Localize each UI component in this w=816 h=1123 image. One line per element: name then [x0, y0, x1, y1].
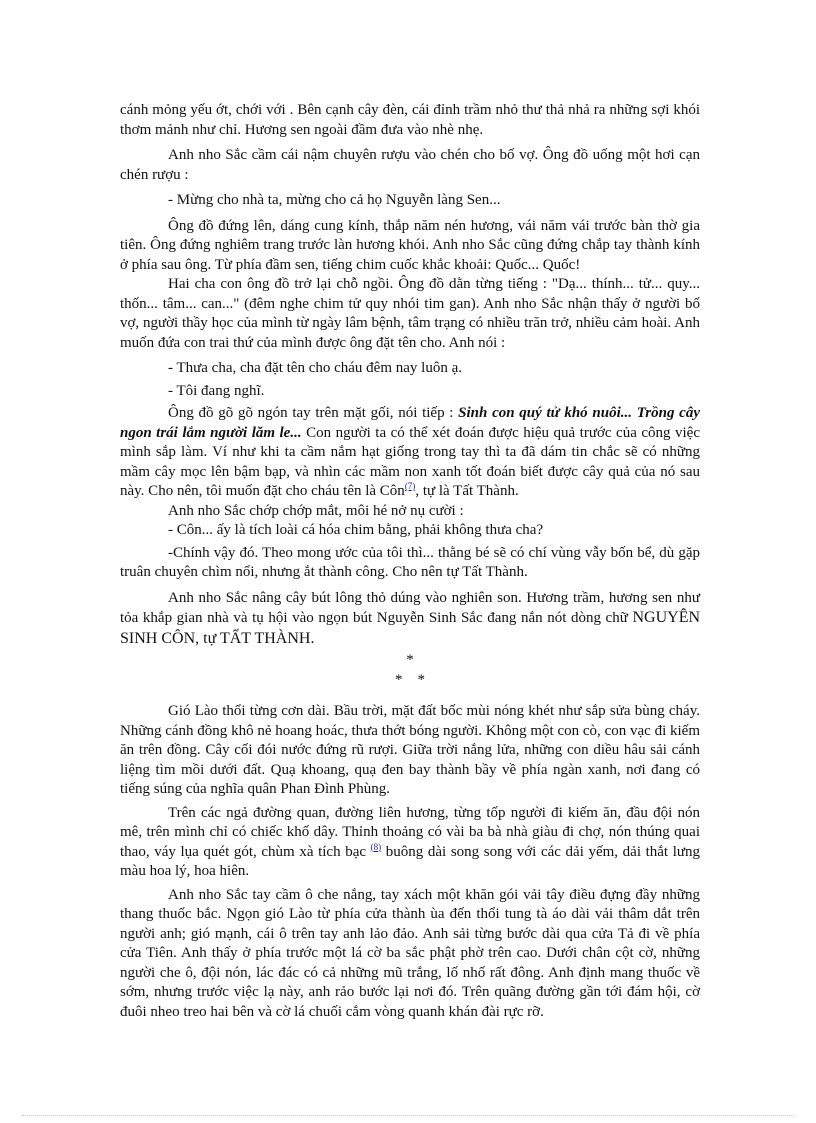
paragraph: Anh nho Sắc chớp chớp mắt, môi hé nở nụ cười : — [168, 502, 464, 519]
page-bottom-border — [22, 1115, 794, 1116]
text-run: Anh nho Sắc nâng cây bút lông thỏ dúng vào nghiên son. Hương trầm, hương sen như tỏa khắp gian nhà và tụ hội vào ngọn bút Nguyễn Sinh Sắc đang nắn nót dòng chữ — [120, 589, 700, 626]
italic-proverb: Sinh con quý tử khó nuôi... Trồng cây ngon trái lắm người lăm le... — [120, 405, 700, 441]
dialogue-line: - Mừng cho nhà ta, mừng cho cả họ Nguyễn làng Sen... — [168, 192, 501, 208]
text-run: , tự TẤT THÀNH. — [195, 629, 315, 647]
text-run: Con người ta có thể xét đoán được hiệu quả trước của công việc mình sắp làm. Ví như khi ta cầm nắm hạt giống trong tay thì ta đã dám tin chắc sẽ có những mầm cây mọc lên bậm bạp, và nhìn các mầm non xanh tốt đoán biết được cây quả của nó sau này. Cho nên, tôi muốn đặt cho cháu tên là Côn — [120, 424, 700, 499]
dialogue-line: - Côn... ấy là tích loài cá hóa chim bằng, phải không thưa cha? — [168, 522, 544, 538]
text-run: Trên các ngả đường quan, đường liên hương, từng tốp người đi kiếm ăn, đầu đội nón mê, trên mình chỉ có chiếc khố dây. Thỉnh thoảng có vài ba bà nhà giàu đi chợ, nón thúng quai thao, váy lụa quét gót, chùm xà tích bạc — [120, 804, 700, 860]
paragraph — [120, 404, 700, 502]
paragraph — [120, 589, 700, 650]
paragraph: Hai cha con ông đồ trở lại chỗ ngồi. Ông đồ dằn từng tiếng : "Dạ... thính... tử... quy... thốn... tâm... can..." (đêm nghe chim tử quy nhói tim gan). Anh nho Sắc nhận thấy ở người bố vợ, người thầy học của mình từ ngày lâm bệnh, tâm trạng có nhiều trăn trở, nhiều cảm hoài. Anh muốn đứa con trai thứ của mình được ông đặt tên cho. Anh nói : — [120, 276, 700, 351]
paragraph — [120, 804, 700, 882]
paragraph: Gió Lào thổi từng cơn dài. Bầu trời, mặt đất bốc mùi nóng khét như sắp sửa bùng cháy. Những cánh đồng khô nẻ hoang hoác, thưa thớt bóng người. Không một con cò, con vạc đi kiếm ăn trên đồng. Cây cối đói nước đứng rũ rượi. Giữa trời nắng lửa, những con diều hâu sải cánh liệng tìm mồi dưới đất. Quạ khoang, quạ đen bay thành bầy về phía ngàn xanh, nơi đang có tiếng súng của nghĩa quân Phan Đình Phùng. — [120, 703, 700, 797]
dialogue-line: -Chính vậy đó. Theo mong ước của tôi thì... thằng bé sẽ có chí vùng vẫy bốn bể, dù gặp truân chuyên chìm nổi, nhưng ắt thành công. Cho nên tự Tất Thành. — [120, 544, 700, 580]
dialogue-line: - Thưa cha, cha đặt tên cho cháu đêm nay luôn ạ. — [168, 360, 462, 376]
paragraph: Anh nho Sắc cầm cái nậm chuyên rượu vào chén cho bố vợ. Ông đồ uống một hơi cạn chén rượu : — [120, 147, 700, 183]
section-divider: * * — [395, 671, 425, 688]
text-run: Ông đồ gõ gõ ngón tay trên mặt gối, nói tiếp : — [168, 405, 459, 421]
body-text — [120, 101, 700, 1022]
footnote-link[interactable]: (7) — [404, 481, 416, 491]
text-run: buông dài song song với các dải yếm, dải thắt lưng màu hoa lý, hoa hiên. — [120, 843, 701, 879]
paragraph: cánh mỏng yếu ớt, chới với . Bên cạnh cây đèn, cái đỉnh trầm nhỏ thư thả nhả ra những sợi khói thơm mảnh như chỉ. Hương sen ngoài đầm đưa vào nhè nhẹ. — [120, 102, 700, 138]
paragraph: Anh nho Sắc tay cầm ô che nắng, tay xách một khăn gói vải tây điều đựng đầy những thang thuốc bắc. Ngọn gió Lào từ phía cửa thành ùa đến thổi tung tà áo dài vải thâm dắt trên người anh; gió mạnh, cái ô trên tay anh lảo đảo. Anh sải từng bước dài qua cửa Tả đi về phía cửa Tiên. Anh thấy ở phía trước một lá cờ ba sắc phật phờ trên cao. Dưới chân cột cờ, những người che ô, đội nón, lác đác có cả những mũ trắng, lố nhố rất đông. Anh định mang thuốc về sớm, nhưng trước việc lạ này, anh rảo bước lại nơi đó. Trên quãng đường gần tới đám hội, cờ đuôi nheo treo hai bên và cờ lá chuối cắm vòng quanh khán đài rực rỡ. — [120, 886, 700, 1020]
dialogue-line: - Tôi đang nghĩ. — [168, 382, 265, 399]
name-inscription: NGUYÊN SINH CÔN — [120, 609, 701, 647]
paragraph: Ông đồ đứng lên, dáng cung kính, thắp năm nén hương, vái năm vái trước bàn thờ gia tiên. Ông đứng nghiêm trang trước làn hương khói. Anh nho Sắc cũng đứng chắp tay thành kính ở phía sau ông. Từ phía đầm sen, tiếng chim cuốc khắc khoải: Quốc... Quốc! — [120, 217, 700, 273]
text-run: , tự là Tất Thành. — [415, 483, 519, 499]
footnote-link[interactable]: (8) — [370, 841, 382, 852]
section-divider: * — [406, 652, 414, 668]
